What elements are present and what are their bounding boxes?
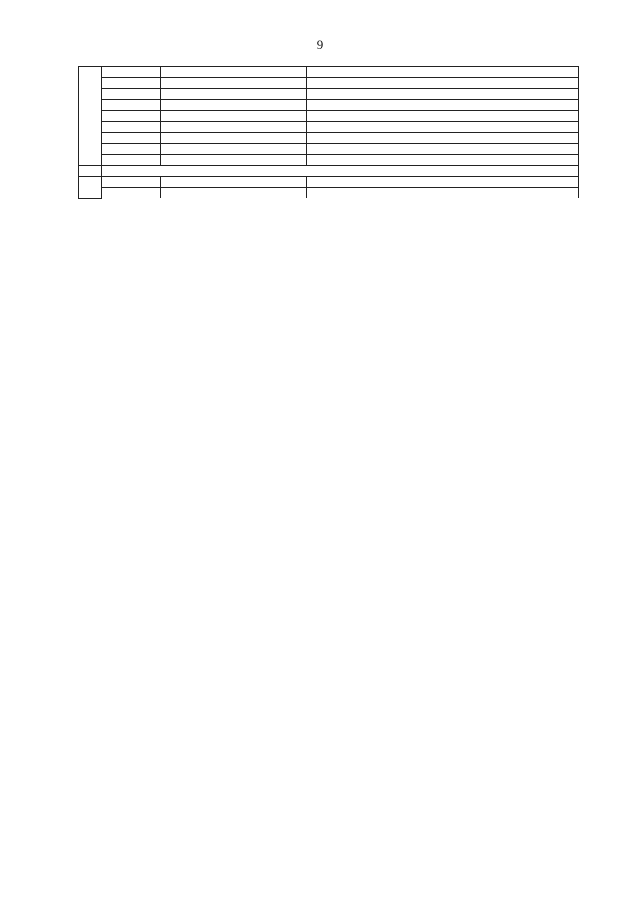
revenue-name-cell bbox=[307, 188, 579, 199]
revenue-name-cell bbox=[307, 155, 579, 166]
table-row bbox=[79, 67, 579, 78]
revenue-name-cell bbox=[307, 122, 579, 133]
revenue-code-cell bbox=[161, 100, 307, 111]
revenue-code-cell bbox=[161, 155, 307, 166]
page-number: 9 bbox=[316, 37, 324, 52]
admin-code-cell bbox=[102, 155, 161, 166]
admin-code-cell bbox=[102, 122, 161, 133]
revenue-name-cell bbox=[307, 177, 579, 188]
revenue-code-cell bbox=[161, 177, 307, 188]
admin-code-cell bbox=[102, 67, 161, 78]
table-row bbox=[79, 78, 579, 89]
admin-code-cell bbox=[102, 89, 161, 100]
section-number bbox=[79, 166, 102, 177]
section-number-cell bbox=[79, 67, 102, 166]
revenue-code-cell bbox=[161, 188, 307, 199]
admin-code-cell bbox=[102, 133, 161, 144]
table-row bbox=[79, 89, 579, 100]
revenue-code-cell bbox=[161, 111, 307, 122]
table-row bbox=[79, 122, 579, 133]
revenue-code-cell bbox=[161, 78, 307, 89]
section-header-row bbox=[79, 166, 579, 177]
table-row bbox=[79, 188, 579, 199]
revenue-name-cell bbox=[307, 111, 579, 122]
table-row bbox=[79, 100, 579, 111]
revenue-name-cell bbox=[307, 100, 579, 111]
admin-code-cell bbox=[102, 111, 161, 122]
table-row bbox=[79, 177, 579, 188]
budget-revenue-table bbox=[78, 66, 579, 199]
revenue-name-cell bbox=[307, 78, 579, 89]
table-row bbox=[79, 111, 579, 122]
admin-code-cell bbox=[102, 100, 161, 111]
table-row bbox=[79, 133, 579, 144]
revenue-name-cell bbox=[307, 133, 579, 144]
revenue-name-cell bbox=[307, 144, 579, 155]
section-title bbox=[102, 166, 579, 177]
revenue-name-cell bbox=[307, 67, 579, 78]
admin-code-cell bbox=[102, 78, 161, 89]
admin-code-cell bbox=[102, 188, 161, 199]
revenue-code-cell bbox=[161, 122, 307, 133]
admin-code-cell bbox=[102, 144, 161, 155]
revenue-code-cell bbox=[161, 67, 307, 78]
revenue-name-cell bbox=[307, 89, 579, 100]
revenue-code-cell bbox=[161, 144, 307, 155]
revenue-code-cell bbox=[161, 133, 307, 144]
table-row bbox=[79, 144, 579, 155]
section-number-cell bbox=[79, 177, 102, 199]
revenue-code-cell bbox=[161, 89, 307, 100]
admin-code-cell bbox=[102, 177, 161, 188]
table-row bbox=[79, 155, 579, 166]
